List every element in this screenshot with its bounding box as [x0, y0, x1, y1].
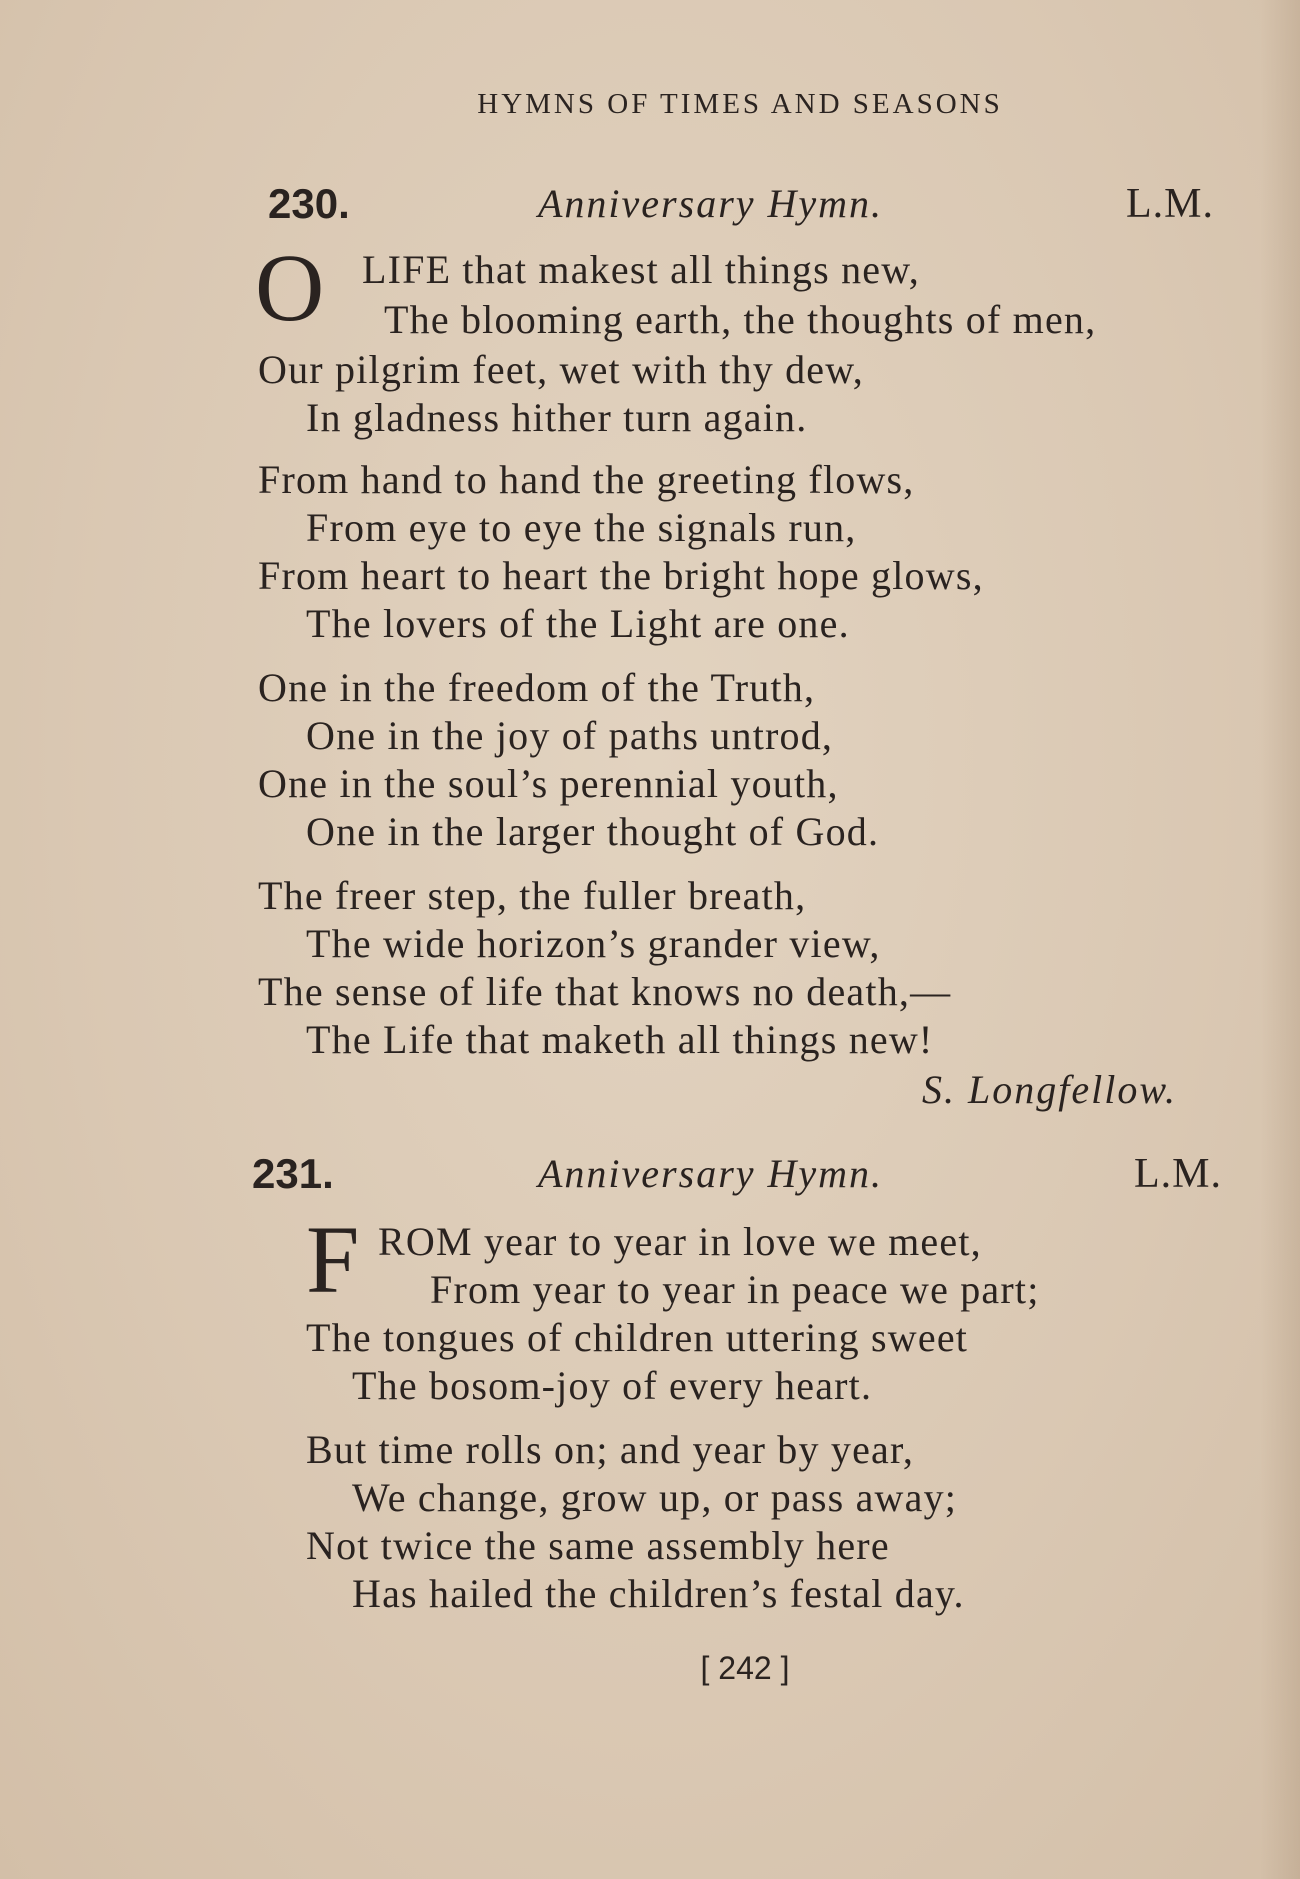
verse-line: Not twice the same assembly here — [306, 1523, 890, 1568]
verse-line: One in the joy of paths untrod, — [306, 713, 834, 758]
verse-line: From hand to hand the greeting flows, — [258, 457, 915, 502]
verse-line: LIFE that makest all things new, — [362, 247, 920, 292]
hymn-title: Anniversary Hymn. — [538, 1151, 884, 1196]
verse-line: The lovers of the Light are one. — [306, 601, 850, 646]
hymn-title: Anniversary Hymn. — [538, 181, 884, 226]
hymn-number: 231. — [252, 1150, 334, 1197]
drop-cap: F — [306, 1206, 360, 1313]
running-head: HYMNS OF TIMES AND SEASONS — [477, 88, 1003, 120]
drop-cap: O — [255, 234, 325, 341]
verse-line: The wide horizon’s grander view, — [306, 921, 881, 966]
verse-line: ROM year to year in love we meet, — [378, 1219, 982, 1264]
verse-line: We change, grow up, or pass away; — [352, 1475, 958, 1520]
verse-line: One in the soul’s perennial youth, — [258, 761, 839, 806]
page-number: [ 242 ] — [700, 1650, 790, 1686]
verse-line: In gladness hither turn again. — [306, 395, 808, 440]
verse-line: One in the freedom of the Truth, — [258, 665, 816, 710]
verse-line: The sense of life that knows no death,— — [258, 969, 952, 1014]
hymn-number: 230. — [268, 180, 350, 227]
verse-line: Has hailed the children’s festal day. — [352, 1571, 965, 1616]
verse-line: The tongues of children uttering sweet — [306, 1315, 969, 1360]
hymn-meter: L.M. — [1126, 181, 1214, 227]
verse-line: The blooming earth, the thoughts of men, — [384, 297, 1097, 342]
attribution: S. Longfellow. — [922, 1067, 1178, 1112]
verse-line: Our pilgrim feet, wet with thy dew, — [258, 347, 864, 392]
hymn-meter: L.M. — [1134, 1151, 1222, 1197]
verse-line: The freer step, the fuller breath, — [258, 873, 807, 918]
page-edge-shadow — [1260, 0, 1300, 1879]
verse-line: One in the larger thought of God. — [306, 809, 880, 854]
verse-line: From year to year in peace we part; — [430, 1267, 1040, 1312]
verse-line: But time rolls on; and year by year, — [306, 1427, 915, 1472]
verse-line: The bosom-joy of every heart. — [352, 1363, 873, 1408]
verse-line: From heart to heart the bright hope glows, — [258, 553, 984, 598]
verse-line: The Life that maketh all things new! — [306, 1017, 934, 1062]
verse-line: From eye to eye the signals run, — [306, 505, 857, 550]
